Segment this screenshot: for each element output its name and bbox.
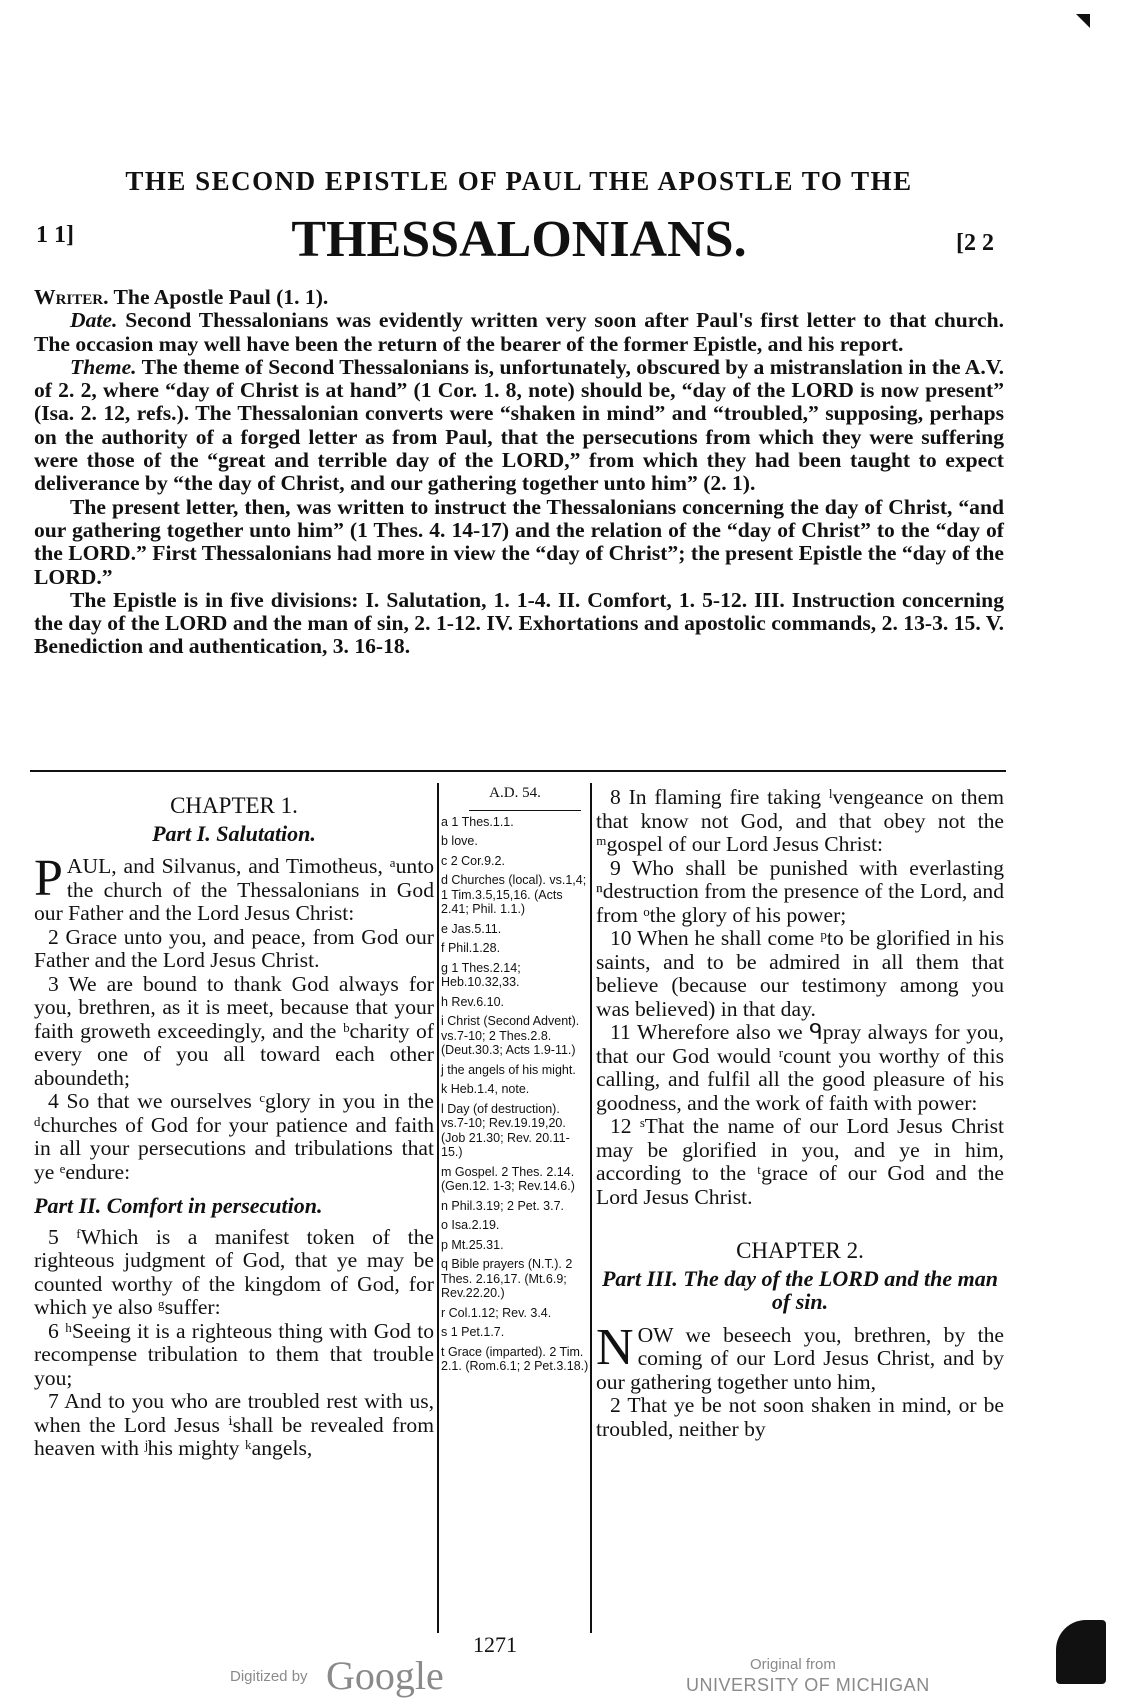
drop-cap: P xyxy=(34,850,63,907)
introduction xyxy=(34,286,1004,659)
column-divider-right xyxy=(590,783,592,1633)
page-number: 1271 xyxy=(473,1632,517,1657)
reference-l: l Day (of destruction). vs.7-10; Rev.19.19,20. (Job 21.30; Rev. 20.11-15.) xyxy=(441,1101,570,1159)
reference-s: s 1 Pet.1.7. xyxy=(441,1325,505,1339)
intro-writer xyxy=(34,286,1004,309)
book-title: THESSALONIANS. xyxy=(291,211,747,268)
chapter-2-heading: CHAPTER 2. xyxy=(736,1238,864,1263)
verse-1: PAUL, and Silvanus, and Timotheus, ᵃunto the church of the Thessalonians in God our Father and the Lord Jesus Christ: xyxy=(34,850,434,925)
theme-label: Theme. xyxy=(70,354,137,379)
verse-7: 7 And to you who are troubled rest with us, when the Lord Jesus ⁱshall be revealed from heaven with ʲhis mighty ᵏangels, xyxy=(34,1389,434,1460)
drop-cap-2: N xyxy=(596,1318,634,1376)
verse-3: 3 We are bound to thank God always for you, brethren, as it is meet, because that your faith groweth exceedingly, and the ᵇcharity of every one of you all toward each other aboundeth; xyxy=(34,971,434,1090)
reference-r: r Col.1.12; Rev. 3.4. xyxy=(441,1305,552,1320)
verse-4: 4 So that we ourselves ᶜglory in you in the ᵈchurches of God for your patience and faith in all your persecutions and tribulations that ye ᵉendure: xyxy=(34,1089,434,1184)
date-marker-underline xyxy=(469,810,581,811)
reference-i: i Christ (Second Advent). vs.7-10; 2 Thes.2.8. (Deut.30.3; Acts 1.9-11.) xyxy=(441,1014,580,1057)
verse-9: 9 Who shall be punished with everlasting ⁿdestruction from the presence of the Lord, and from ᵒthe glory of his power; xyxy=(596,855,1004,927)
header-reference-left: 1 1] xyxy=(36,222,74,248)
reference-c: c 2 Cor.9.2. xyxy=(441,853,505,868)
part-2-heading: Part II. Comfort in persecution. xyxy=(34,1193,323,1218)
scan-corner-blot xyxy=(1056,1620,1106,1684)
reference-e: e Jas.5.11. xyxy=(441,921,502,936)
left-column xyxy=(34,786,434,1461)
intro-theme xyxy=(34,356,1004,496)
google-logo: Google xyxy=(326,1653,444,1698)
scan-corner-mark xyxy=(1076,14,1090,28)
reference-a: a 1 Thes.1.1. xyxy=(441,814,514,829)
epistle-title-line: THE SECOND EPISTLE OF PAUL THE APOSTLE TO THE xyxy=(125,166,913,196)
intro-paragraph-2: The present letter, then, was written to instruct the Thessalonians concerning the day of Christ, “and our gathering together unto him” (1 Thes. 4. 14-17) and the relation of the “day of Christ” to the “day of the LORD.” First Thessalonians had more in view the “day of Christ”; the present Epistle the “day of the LORD.” xyxy=(34,494,1004,589)
date-marker: A.D. 54. xyxy=(489,785,541,801)
verse-10: 10 When he shall come ᵖto be glorified in his saints, and to be admired in all them that believe (because our testimony among you was believed) in that day. xyxy=(596,926,1004,1021)
verse-6: 6 ʰSeeing it is a righteous thing with God to recompense tribulation to them that trouble you; xyxy=(34,1318,434,1390)
verse-2: 2 Grace unto you, and peace, from God our Father and the Lord Jesus Christ. xyxy=(34,924,434,972)
chapter-1-heading: CHAPTER 1. xyxy=(170,793,298,818)
digitized-by-label: Digitized by xyxy=(230,1668,308,1685)
reference-t: t Grace (imparted). 2 Tim. 2.1. (Rom.6.1; 2 Pet.3.18.) xyxy=(441,1344,589,1373)
source-institution: UNIVERSITY OF MICHIGAN xyxy=(686,1675,930,1695)
reference-f: f Phil.1.28. xyxy=(441,941,501,955)
header-reference-right: [2 2 xyxy=(956,230,994,256)
right-column xyxy=(596,786,1004,1441)
marginal-references xyxy=(441,786,589,1379)
writer-label: Writer. xyxy=(34,285,109,309)
chapter-2-verse-2: 2 That ye be not soon shaken in mind, or be troubled, neither by xyxy=(596,1393,1004,1441)
reference-k: k Heb.1.4, note. xyxy=(441,1082,530,1096)
reference-j: j the angels of his might. xyxy=(441,1062,576,1077)
reference-o: o Isa.2.19. xyxy=(441,1218,500,1232)
reference-q: q Bible prayers (N.T.). 2 Thes. 2.16,17. (Mt.6.9; Rev.22.20.) xyxy=(441,1257,573,1300)
verse-8: 8 In flaming fire taking ˡvengeance on them that know not God, and that obey not the ᵐgospel of our Lord Jesus Christ: xyxy=(596,785,1004,856)
section-divider xyxy=(30,770,1006,772)
theme-text: The theme of Second Thessalonians is, unfortunately, obscured by a mistranslation in the A.V. of 2. 2, where “day of Christ is at hand” (1 Cor. 1. 8, note) should be, “day of the LORD is now present” (Isa. 2. 12, refs.). The Thessalonian converts were “shaken in mind” and “troubled,” supposing, perhaps on the authority of a forged letter as from Paul, that the persecutions from which they were suffering were those of the “great and terrible day of the LORD,” from which they had been taught to expect deliverance by “the day of Christ, and our gathering together unto him” (2. 1). xyxy=(34,354,1004,496)
writer-text: The Apostle Paul (1. 1). xyxy=(113,285,329,309)
verse-11: 11 Wherefore also we ᑫpray always for you, that our God would ʳcount you worthy of this calling, and fulfil all the good pleasure of his goodness, and the work of faith with power: xyxy=(596,1020,1004,1115)
original-from-label: Original from xyxy=(750,1656,836,1673)
chapter-2-verse-1: NOW we beseech you, brethren, by the coming of our Lord Jesus Christ, and by our gathering together unto him, xyxy=(596,1318,1004,1394)
part-1-heading: Part I. Salutation. xyxy=(152,820,316,846)
date-label: Date. xyxy=(70,308,118,333)
intro-paragraph-3: The Epistle is in five divisions: I. Salutation, 1. 1-4. II. Comfort, 1. 5-12. III. Instruction concerning the day of the LORD and the man of sin, 2. 1-12. IV. Exhortations and apostolic commands, 2. 13-3. 15. V. Benediction and authentication, 3. 16-18. xyxy=(34,587,1004,659)
reference-d: d Churches (local). vs.1,4; 1 Tim.3.5,15,16. (Acts 2.41; Phil. 1.1.) xyxy=(441,873,587,916)
intro-date xyxy=(34,309,1004,356)
verse-5: 5 ᶠWhich is a manifest token of the righteous judgment of God, that ye may be counted worthy of the kingdom of God, for which ye also ᵍsuffer: xyxy=(34,1224,434,1319)
date-text: Second Thessalonians was evidently written very soon after Paul's first letter to that church. The occasion may well have been the return of the bearer of the former Epistle, and his report. xyxy=(34,308,1004,356)
verse-12: 12 ˢThat the name of our Lord Jesus Christ may be glorified in you, and ye in him, according to the ᵗgrace of our God and the Lord Jesus Christ. xyxy=(596,1114,1004,1209)
reference-p: p Mt.25.31. xyxy=(441,1237,504,1252)
part-3-heading: Part III. The day of the LORD and the man of sin. xyxy=(601,1265,999,1314)
reference-g: g 1 Thes.2.14; Heb.10.32,33. xyxy=(441,960,521,989)
reference-n: n Phil.3.19; 2 Pet. 3.7. xyxy=(441,1198,564,1213)
reference-m: m Gospel. 2 Thes. 2.14. (Gen.12. 1-3; Rev.14.6.) xyxy=(441,1164,575,1193)
reference-h: h Rev.6.10. xyxy=(441,994,505,1009)
reference-b: b love. xyxy=(441,834,478,848)
column-divider-left xyxy=(437,783,439,1633)
